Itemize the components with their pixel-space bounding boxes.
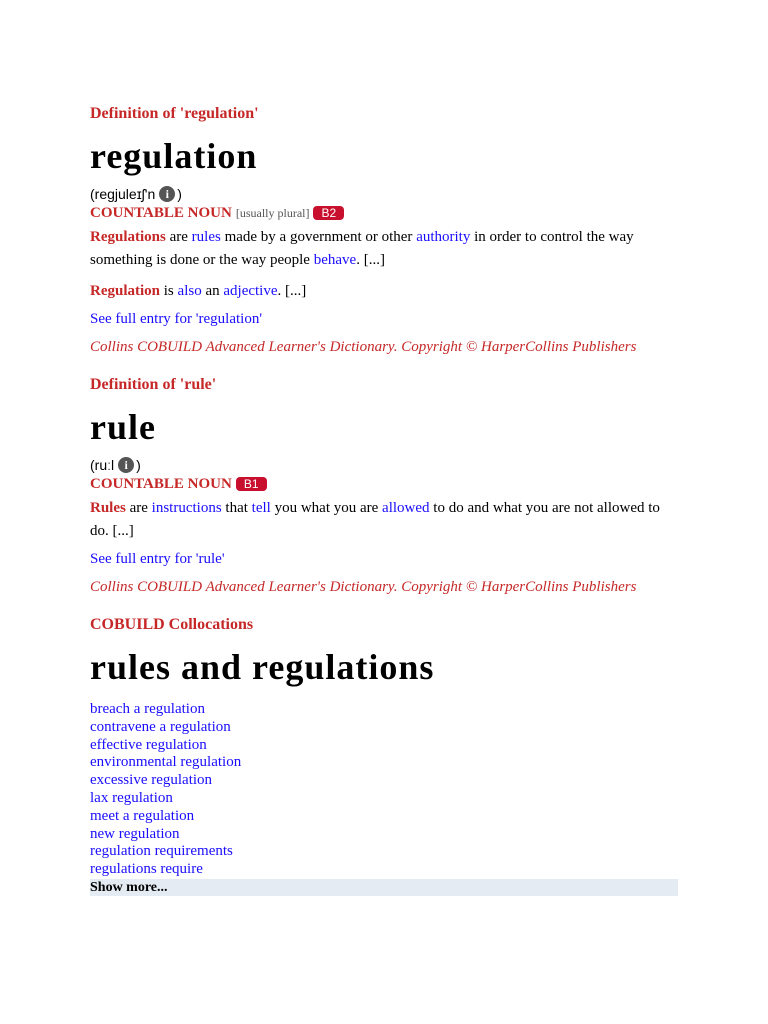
entry-rule: [90, 375, 678, 597]
definition-text: that: [221, 500, 252, 516]
definition: [90, 497, 678, 543]
collocations-header: COBUILD Collocations: [90, 616, 254, 633]
collocation-link[interactable]: excessive regulation: [90, 772, 213, 789]
pronunciation: [90, 455, 678, 475]
entry-regulation: [90, 104, 678, 357]
usage-note: [usually plural]: [235, 206, 310, 220]
definition-keyword: Rules: [90, 500, 126, 516]
definition-header: Definition of 'regulation': [90, 105, 259, 122]
definition-text: . [...]: [356, 252, 385, 268]
copyright-notice: Collins COBUILD Advanced Learner's Dictionary. Copyright © HarperCollins Publishers: [90, 339, 637, 355]
collocation-link[interactable]: regulation requirements: [90, 843, 233, 860]
adjective-note: [90, 280, 678, 303]
collocation-link[interactable]: new regulation: [90, 825, 180, 842]
definition-text: . [...]: [277, 283, 307, 299]
pron-close: ): [177, 186, 182, 202]
collocation-link[interactable]: lax regulation: [90, 789, 173, 806]
list-item: [90, 701, 678, 719]
list-item: [90, 808, 678, 826]
list-item: [90, 772, 678, 790]
collocations-section: [90, 615, 678, 896]
collocation-link[interactable]: meet a regulation: [90, 807, 195, 824]
definition-header: Definition of 'rule': [90, 376, 217, 393]
list-item: [90, 719, 678, 737]
list-item: [90, 826, 678, 844]
word-link[interactable]: adjective: [223, 283, 278, 299]
pron-open: (: [90, 457, 95, 473]
list-item: [90, 737, 678, 755]
word-link[interactable]: tell: [251, 500, 271, 516]
grammar-label: [90, 204, 678, 222]
definition-text: made by a government or other: [220, 229, 417, 245]
word-link[interactable]: rules: [191, 229, 221, 245]
collocation-link[interactable]: environmental regulation: [90, 754, 242, 771]
word-link[interactable]: allowed: [382, 500, 430, 516]
word-link[interactable]: behave: [313, 252, 357, 268]
definition-text: you what you are: [270, 500, 383, 516]
collocation-link[interactable]: contravene a regulation: [90, 718, 231, 735]
pron-close: ): [136, 457, 141, 473]
definition-keyword: Regulation: [90, 283, 161, 299]
see-full-entry-link[interactable]: See full entry for 'regulation': [90, 311, 263, 327]
word-link[interactable]: authority: [416, 229, 471, 245]
list-item: [90, 843, 678, 861]
collocation-list: [90, 701, 678, 879]
headword: rule: [90, 407, 156, 447]
grammar-text: COUNTABLE NOUN: [90, 205, 232, 221]
definition-text: are: [125, 500, 152, 516]
definition-text: an: [201, 283, 224, 299]
definition-text: to do and what you are not allowed to do. [...]: [90, 500, 660, 539]
info-icon[interactable]: i: [118, 457, 134, 473]
pronunciation: [90, 184, 678, 204]
definition-keyword: Regulations: [90, 229, 166, 245]
definition-text: in order to control the way something is done or the way people: [90, 229, 634, 268]
collocation-link[interactable]: effective regulation: [90, 736, 207, 753]
level-badge: B2: [313, 206, 344, 220]
headword: regulation: [90, 136, 258, 176]
dictionary-content: [90, 104, 678, 896]
info-icon[interactable]: i: [159, 186, 175, 202]
word-link[interactable]: also: [177, 283, 202, 299]
pron-text: ruːl: [94, 457, 115, 473]
pron-open: (: [90, 186, 95, 202]
collocation-link[interactable]: regulations require: [90, 861, 203, 878]
pron-text: regjuleɪʃ'n: [94, 186, 156, 202]
see-full-entry-link[interactable]: See full entry for 'rule': [90, 551, 225, 567]
list-item: [90, 754, 678, 772]
list-item: [90, 790, 678, 808]
copyright-notice: Collins COBUILD Advanced Learner's Dictionary. Copyright © HarperCollins Publishers: [90, 579, 637, 595]
definition: [90, 226, 678, 272]
list-item: [90, 861, 678, 879]
definition-text: is: [160, 283, 178, 299]
collocation-link[interactable]: breach a regulation: [90, 701, 205, 717]
level-badge: B1: [236, 477, 267, 491]
collocations-title: rules and regulations: [90, 647, 435, 687]
word-link[interactable]: instructions: [151, 500, 222, 516]
show-more-button[interactable]: Show more...: [90, 879, 678, 896]
grammar-text: COUNTABLE NOUN: [90, 476, 232, 492]
grammar-label: [90, 475, 678, 493]
definition-text: are: [165, 229, 192, 245]
